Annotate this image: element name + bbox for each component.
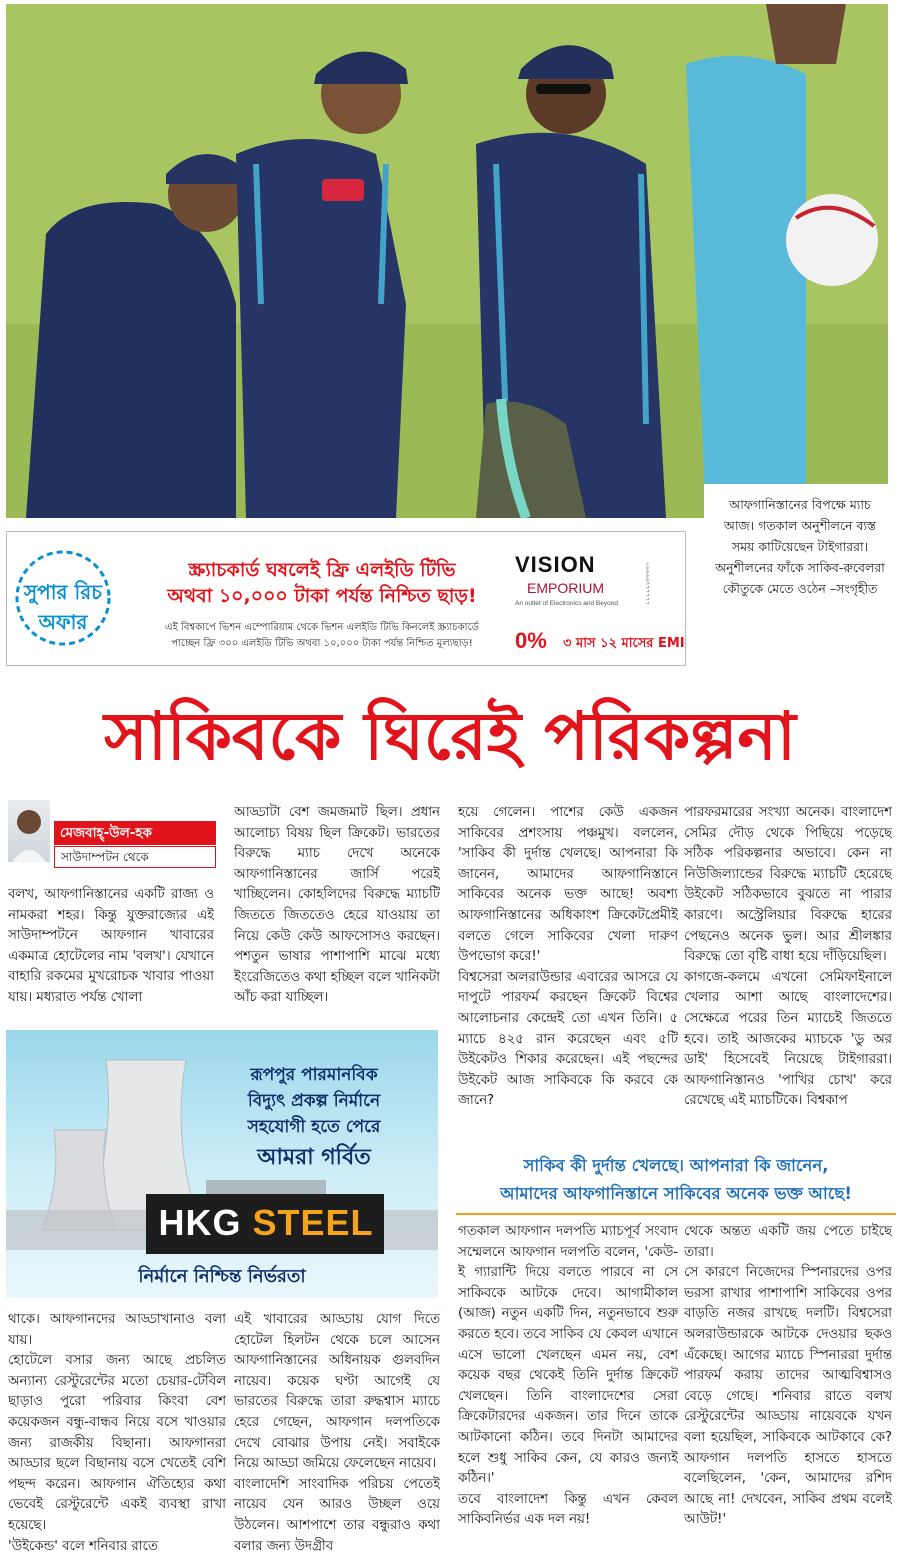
hero-photo [6,4,888,518]
ad-headline-2: অথবা ১০,০০০ টাকা পর্যন্ত নিশ্চিত ছাড়! [167,585,477,607]
reporter-name: মেজবাহ্-উল-হক [54,821,216,845]
ad-subtext-2: পাচ্ছেন ফ্রি ৩০০ এলইডি টিভি অথবা ১০,০০০ টাকা পর্যন্ত নিশ্চিত মূল্যছাড়! [171,638,473,649]
ad-headline-1: স্ক্র্যাচকার্ড ঘষলেই ফ্রি এলইডি টিভি [188,559,456,581]
hkg-wordmark: HKG [158,1202,242,1243]
pull-quote-divider [456,1213,896,1215]
vision-logo: VISION [515,552,596,577]
hkg-steel-logo [156,1202,376,1244]
article-column-1: বলখ, আফগানিস্তানের একটি রাজ্য ও নামকরা শহর। কিন্তু যুক্তরাজ্যের এই সাউদাম্পটনে আফগান খাবারের একমাত্র হোটেলের নাম 'বলখ'। যেখানে বাহারি রকমের মুখরোচক খাবার পাওয়া যায়। মধ্যরাত পর্যন্ত খোলা [8,887,214,1005]
article-column-3: হয়ে গেলেন। পাশের কেউ একজন সাকিবের প্রশংসায় পঞ্চমুখ। বললেন, 'সাকিব কী দুর্দান্ত খেলছে। আপনারা কি জানেন, আমাদের আফগানিস্তানে সাকিবের অনেক ভক্ত আছে! অবশ্য আফগানিস্তানের অধিকাংশ ক্রিকেটপ্রেমীই বলতে গেলে সাকিবের খেলা দারুণ উপভোগ করে!' বিশ্বসেরা অলরাউন্ডার এবারের আসরে যে দাপুটে পারফর্ম করছেন ক্রিকেট বিশ্বের আলোচনার কেন্দ্রেই তো এখন তিনি। ৫ ম্যাচে ৪২৫ রান করেছেন এবং ৫টি উইকেটও শিকার করেছেন। এই পছন্দের উইকেট আজ সাকিবকে কি করবে কে জানে? [458,805,678,1109]
steel-wordmark: STEEL [252,1202,374,1243]
zero-percent: 0% [515,628,547,653]
reporter-avatar [8,800,50,862]
pull-quote-line-1: সাকিব কী দুর্দান্ত খেলছে। আপনারা কি জানেন, [523,1156,829,1175]
vision-advertisement[interactable] [6,531,686,666]
ad-line-1: রূপপুর পারমানবিক [250,1065,378,1085]
ad-slogan: নির্মানে নিশ্চিন্ত নির্ভরতা [138,1266,306,1287]
pull-quote [454,1152,898,1212]
article-column-6: এই খাবারের আড্ডায় যোগ দিতে হোটেল হিলটন থেকে চলে আসেন আফগানিস্তানের অধিনায়ক গুলবদিন নায়েব। কয়েক ঘণ্টা আগেই যে ভারতের বিরুদ্ধে তারা রুদ্ধশ্বাস ম্যাচে হেরে গেছেন, আফগান দলপতিকে দেখে বোঝার উপায় নেই। সবাইকে নিয়ে আড্ডা জমিয়ে ফেলেছেন নায়েব। বাংলাদেশি সাংবাদিক পরিচয় পেতেই নায়েব যেন আরও উচ্ছল ওয়ে উঠলেন। আশপাশে তার বন্ধুরাও কথা বলার জন্য উদগ্রীব [234,1312,440,1554]
ad-line-4: আমরা গর্বিত [257,1145,371,1170]
badge-line-2: অফার [38,610,88,634]
article-column-8: থেকে অন্তত একটি জয় পেতে চাইছে তারা। সে কারণে নিজেদের স্পিনারদের ওপর ভরসা রাখার পাশাপাশি সাকিবের ওপর বাড়তি নজর রাখছে দলটি। বিশ্বসেরা অলরাউন্ডারকে আটকে দেওয়ার ছকও এঁকেছে। আগের ম্যাচে স্পিনাররা দুর্দান্ত পারফর্ম করায় তাদের আত্মবিশ্বাসও বেড়ে গেছে। শনিবার রাতে বলখ রেস্টুরেন্টের আড্ডায় নায়েবকে যখন বলা হয়েছিল, সাকিবকে আটকাবে কে? আফগান দলপতি হাসতে হাসতে বলেছিলেন, 'কেন, আমাদের রশিদ আছে না! দেখবেন, সাকিব প্রথম বলেই আউট!' [684,1224,892,1528]
pull-quote-line-2: আমাদের আফগানিস্তানে সাকিবের অনেক ভক্ত আছে! [500,1184,852,1203]
super-rich-offer-badge [13,548,113,648]
article-column-4: পারফরমারের সংখ্যা অনেক। বাংলাদেশ সেমির দৌড় থেকে পিছিয়ে পড়েছে সঠিক পরিকল্পনার অভাবে। কেন না নিউজিল্যান্ডের বিরুদ্ধে ম্যাচটি হেরেছে উইকেট সঠিকভাবে বুঝতে না পারার কারণে। অস্ট্রেলিয়ার বিরুদ্ধে হারের পেছনেও অনেক ভুল। আর শ্রীলঙ্কার বিরুদ্ধে তো বৃষ্টি বাধা হয়ে দাঁড়িয়েছিল। কাগজে-কলমে এখনো সেমিফাইনালে খেলার আশা আছে বাংলাদেশের। সেক্ষেত্রে পরের তিন ম্যাচেই জিততে হবে। তাই আজকের ম্যাচকে 'ডু অর ডাই' হিসেবেই নিয়েছে টাইগাররা। আফগানিস্তানও 'পাখির চোখ' করে রেখেছে এই ম্যাচটিকে। বিশ্বকাপ [684,805,892,1109]
photo-illustration [6,4,888,518]
emi-text: ৩ মাস ১২ মাসের EMI [563,636,685,651]
article-column-7: গতকাল আফগান দলপতি ম্যাচপূর্ব সংবাদ সম্মেলনে আফগান দলপতি বলেন, 'কেউ-ই গ্যারান্টি দিয়ে বলতে পারবে না সে সাকিবকে আটকে দেবে। আগামীকাল (আজ) নতুন একটি দিন, নতুনভাবে শুরু করতে হবে। তবে সাকিব যে কেবল এখানে এসে ভালো খেলছেন এমন নয়, বেশ কয়েক বছর থেকেই তিনি দুর্দান্ত ক্রিকেট খেলছেন। তিনি বাংলাদেশের সেরা ক্রিকেটারদের একজন। তার দিনে তাকে আটকানো কঠিন। তবে দিনটা আমাদের হলে শুধু সাকিব কেন, যে কারও জন্যই কঠিন।' তবে বাংলাদেশ কিন্তু এখন কেবল সাকিবনির্ভর এক দল নয়! [458,1224,678,1528]
article-column-2: আড্ডাটা বেশ জমজমাট ছিল। প্রধান আলোচ্য বিষয় ছিল ক্রিকেট। ভারতের বিরুদ্ধে ম্যাচ দেখে অনেকে আফগানিস্তানের জার্সি পরেই খাচ্ছিলেন। কোহলিদের বিরুদ্ধে ম্যাচটি জিততে জিততেও হেরে যাওয়ায় তা নিয়ে কেউ কেউ আফসোসও করছেন। পশতুন ভাষার পাশাপাশি মাঝে মধ্যে ইংরেজিতেও কথা হচ্ছিল বলে খানিকটা আঁচ করা যাচ্ছিল। [234,805,440,1006]
avatar-icon [8,800,50,862]
reporter-location: সাউদাম্পটন থেকে [54,846,216,868]
ad-hotline: ০৯৬৬৬৭৭৭৭৭৭ [644,562,651,605]
ad-line-3: সহযোগী হতে পেরে [247,1117,381,1137]
photo-caption: আফগানিস্তানের বিপক্ষে ম্যাচ আজ। গতকাল অনুশীলনে ব্যস্ত সময় কাটিয়েছেন টাইগাররা। অনুশীলনের ফাঁকে সাকিব-রুবেলরা কৌতুকে মেতে ওঠেন –সংগৃহীত [704,484,894,674]
ad-subtext-1: এই বিশ্বকাপে ভিশন এম্পোরিয়াম থেকে ভিশন এলইডি টিভি কিনলেই স্ক্র্যাচকার্ডে [165,622,479,633]
article-column-5: থাকে। আফগানদের আড্ডাখানাও বলা যায়। হোটেলে বসার জন্য আছে প্রচলিত অন্যান্য রেস্টুরেন্টের মতো চেয়ার-টেবিল ছাড়াও পুরো পরিবার কিংবা বেশ কয়েকজন বন্ধু-বান্ধব নিয়ে বসে খাওয়ার জন্য রাজকীয় বিছানা। আফগানরা আড্ডার ছলে বিছানায় বসে খেতেই বেশি পছন্দ করেন। আফগান ঐতিহ্যের কথা ভেবেই রেস্টুরেন্টে একই ব্যবস্থা রাখা হয়েছে। 'উইকেন্ড' বলে শনিবার রাতে [8,1312,226,1554]
ad-line-2: বিদ্যুৎ প্রকল্প নির্মানে [247,1091,381,1111]
article-headline: সাকিবকে ঘিরেই পরিকল্পনা [104,698,796,775]
hkg-steel-advertisement[interactable] [6,1030,438,1298]
brand-tagline: An outlet of Electronics and Beyond [515,600,618,607]
badge-line-1: সুপার রিচ [23,580,103,604]
emporium-logo: EMPORIUM [527,580,604,596]
